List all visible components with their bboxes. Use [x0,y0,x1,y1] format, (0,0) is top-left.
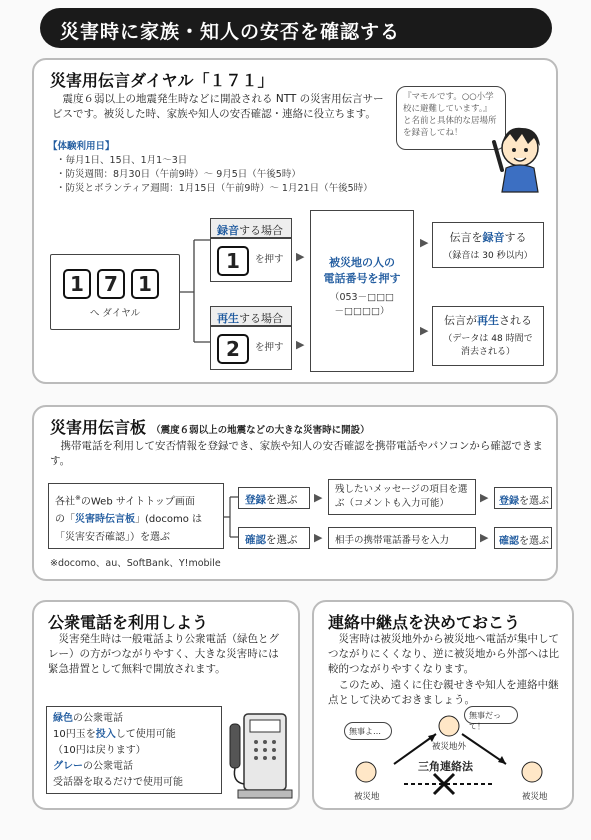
page-title: 災害時に家族・知人の安否を確認する [60,21,401,43]
arrow-confirm-2: ▶ [480,531,489,544]
label-outside: 被災地外 [432,742,467,752]
branch-connector [180,210,210,360]
trial-item-1: ・毎月1日、15日、1月1～3日 [56,155,188,166]
grey-desc: 受話器を取るだけで使用可能 [53,777,183,788]
record-key: 1 [217,246,249,276]
record-case-label: 録音する場合 [210,218,292,238]
record-key-box [210,238,292,282]
page-header [40,8,552,48]
tip-bubble: 『マモルです。○○小学校に避難しています。』と名前と具体的な居場所を録音してね！ [396,86,506,150]
triangle-method: 三角連絡法 [418,760,473,773]
trial-item-2: ・防災週間：8月30日（午前9時）～ 9月5日（午後5時） [56,169,301,180]
relay-title: 連絡中継点を決めておこう [328,613,521,632]
dial171-title: 災害用伝言ダイヤル「１７１」 [50,71,274,90]
register-box: 登録を選ぶ [238,487,310,509]
confirm-msg-box: 相手の携帯電話番号を入力 [328,527,476,549]
relay-body-2: このため、遠くに住む親せきや知人を連絡中継点として決めておきましょう。 [328,679,559,706]
phone-box-line4: －□□□□） [334,306,390,317]
public-phone-title: 公衆電話を利用しよう [48,613,209,632]
confirm-box: 確認を選ぶ [238,527,310,549]
result-record-title: 伝言を録音する [449,231,527,244]
boy-character-icon [486,122,552,194]
arrow-confirm: ▶ [314,531,323,544]
trial-heading: 【体験利用日】 [48,141,115,152]
board-connector [224,491,238,543]
relay-body-1: 災害時は被災地外から被災地へ電話が集中してつながりにくくなり、逆に被災地から外部へは比較的つながりやすくなります。 [328,633,559,675]
record-press: を押す [255,254,284,265]
relay-panel [312,600,574,810]
dial-label: へ ダイヤル [89,308,141,319]
board-title: 災害用伝言板 [50,418,147,437]
board-intro: 携帯電話を利用して安否情報を登録でき、家族や知人の安否確認を携帯電話やパソコンから確認できます。 [50,440,543,467]
result-play-box [432,306,544,366]
play-case-label: 再生する場合 [210,306,292,326]
public-phone-panel [32,600,300,810]
play-press: を押す [255,342,284,353]
register-msg-box: 残したいメッセージの項目を選ぶ（コメントも入力可能） [328,479,476,515]
board-heading [50,415,370,438]
bubble-left: 無事よ… [344,722,392,740]
result-play-note1: （データは 48 時間で [443,334,533,344]
arrow-register-2: ▶ [480,491,489,504]
confirm-box-2: 確認を選ぶ [494,527,552,549]
bubble-right: 無事だって！ [464,706,518,724]
arrow-result-play: ▶ [420,324,429,337]
phone-types-box: 緑色の公衆電話 10円玉を投入して使用可能 （10円は戻ります） グレーの公衆電話 受話器を取るだけで使用可能 [46,706,222,794]
public-phone-body: 災害発生時は一般電話より公衆電話（緑色とグレー）の方がつながりやすく、大きな災害時には緊急措置として無料で開放されます。 [48,633,279,675]
result-play-note2: 消去される） [460,347,515,357]
phone-box-line1: 被災地の人の [329,256,395,269]
board-start-line4: 「災害安否確認」）を選ぶ [55,532,170,544]
dial171-intro: 震度６弱以上の地震発生時などに開設される NTT の災害用伝言サービスです。被災した時、家族や知人の安否確認・連絡に役立ちます。 [52,93,384,120]
arrow-result-record: ▶ [420,236,429,249]
board-subtitle: （震度６弱以上の地震などの大きな災害時に開設） [151,425,370,436]
result-play-title: 伝言が再生される [444,314,532,327]
phone-box-line2: 電話番号を押す [323,272,401,285]
key-1b: 1 [131,269,159,299]
result-record-note: （録音は 30 秒以内） [443,251,533,261]
key-7: 7 [97,269,125,299]
key-1: 1 [63,269,91,299]
phone-box-line3: （053－□□□ [329,292,395,303]
phone-number-box [310,210,414,372]
register-box-2: 登録を選ぶ [494,487,552,509]
arrow-record: ▶ [296,250,305,263]
board-panel [32,405,558,581]
payphone-icon [224,706,294,802]
label-right: 被災地 [522,792,548,802]
dial-box [50,254,180,330]
board-footnote: ※docomo、au、SoftBank、Y!mobile [50,558,221,569]
board-start-box: 各社※のWeb サイトトップ画面 の「災害時伝言板」(docomo は 「災害安否確認」）を選ぶ [48,483,224,549]
arrow-play: ▶ [296,338,305,351]
dial171-panel [32,58,558,384]
green-desc-2: （10円は戻ります） [53,745,146,756]
dial-keys [63,269,159,299]
label-left: 被災地 [354,792,380,802]
play-key: 2 [217,334,249,364]
result-record-box [432,222,544,268]
play-key-box [210,326,292,370]
trial-item-3: ・防災とボランティア週間：1月15日（午前9時）～ 1月21日（午後5時） [56,183,373,194]
arrow-register: ▶ [314,491,323,504]
